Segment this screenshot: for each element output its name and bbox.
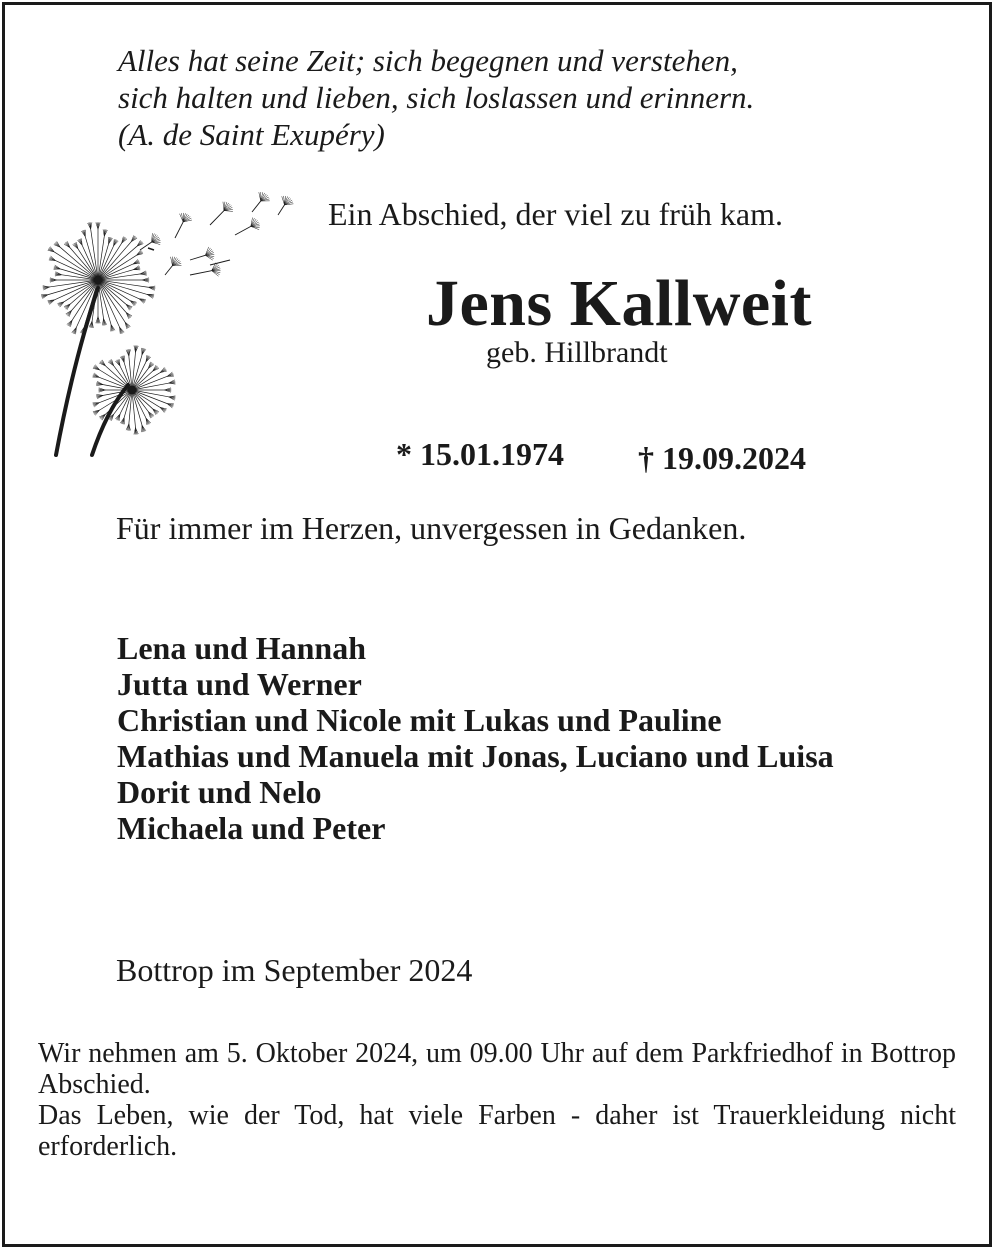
motto-line: Für immer im Herzen, unvergessen in Gedanken. [116, 510, 747, 546]
mourner-line: Dorit und Nelo [117, 774, 322, 810]
intro-line: Ein Abschied, der viel zu früh kam. [328, 196, 783, 232]
quote-attribution: (A. de Saint Exupéry) [118, 117, 385, 152]
mourners-list [117, 630, 834, 846]
mourner-line: Mathias und Manuela mit Jonas, Luciano und Luisa [117, 738, 834, 774]
place-date: Bottrop im September 2024 [116, 952, 473, 988]
mourner-line: Jutta und Werner [117, 666, 362, 702]
mourner-line: Michaela und Peter [117, 810, 386, 846]
mourner-line: Christian und Nicole mit Lukas und Pauline [117, 702, 722, 738]
quote-line: sich halten und lieben, sich loslassen und erinnern. [118, 80, 755, 115]
deceased-name: Jens Kallweit [426, 267, 812, 340]
birth-date: * 15.01.1974 [396, 436, 564, 472]
dandelion-icon [40, 180, 310, 470]
death-date: † 19.09.2024 [638, 440, 806, 476]
quote-line: Alles hat seine Zeit; sich begegnen und verstehen, [118, 43, 738, 78]
birth-name: geb. Hillbrandt [486, 336, 668, 369]
funeral-notice [38, 1038, 956, 1162]
quote-block [118, 42, 754, 153]
mourner-line: Lena und Hannah [117, 630, 367, 666]
notice-paragraph: Wir nehmen am 5. Oktober 2024, um 09.00 Uhr auf dem Parkfriedhof in Bottrop Abschied. [38, 1038, 956, 1100]
notice-paragraph: Das Leben, wie der Tod, hat viele Farben - daher ist Trauerkleidung nicht erforderlich. [38, 1100, 956, 1162]
